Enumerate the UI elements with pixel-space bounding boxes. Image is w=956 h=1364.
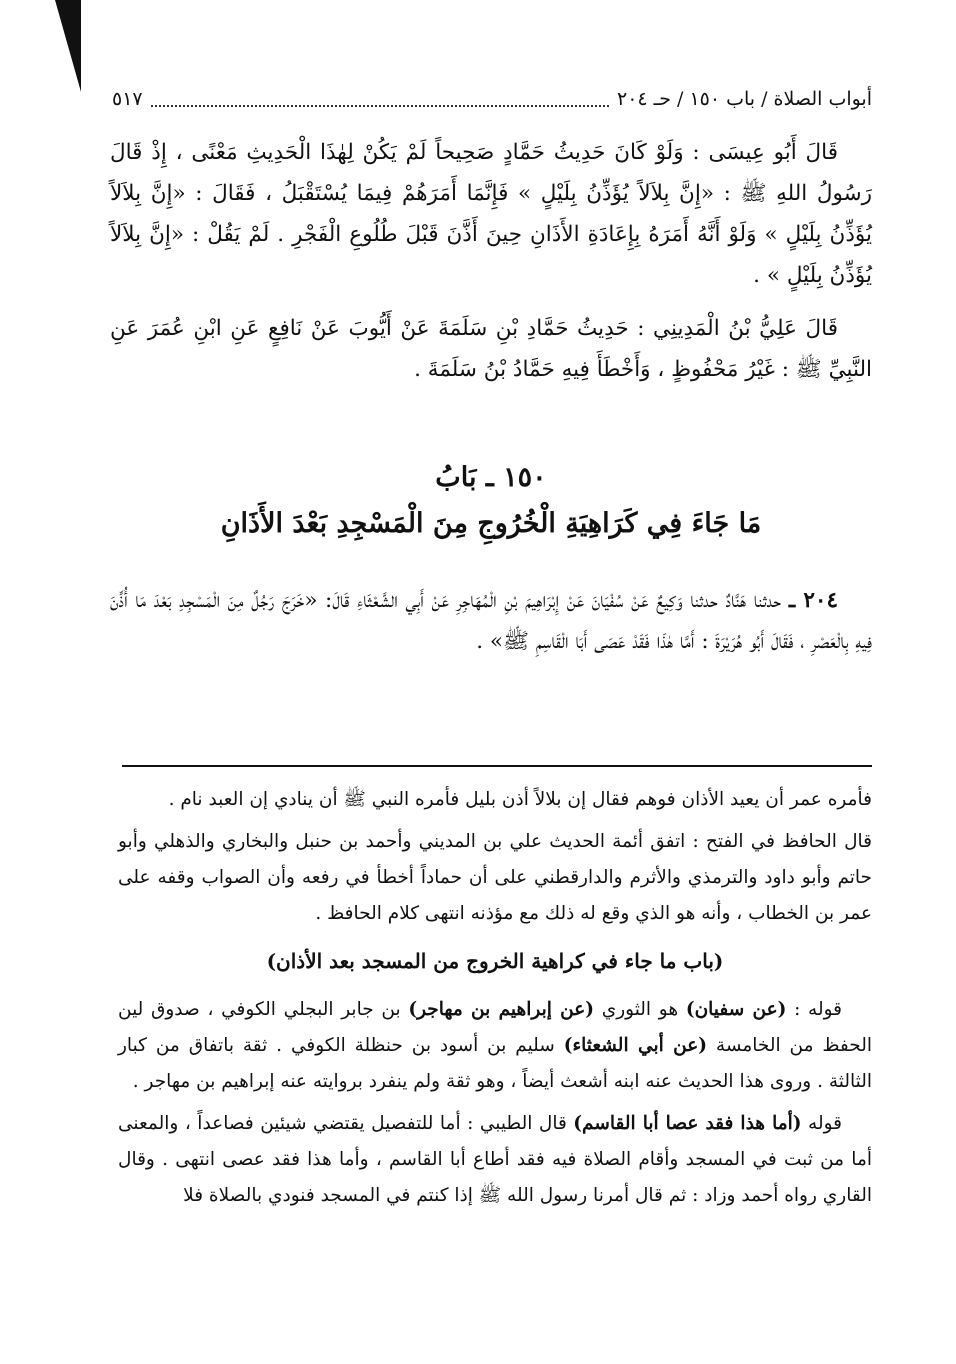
chapter-number: ١٥٠ ـ بَابُ xyxy=(435,462,547,493)
header-title: أبواب الصلاة / باب ١٥٠ / حـ ٢٠٤ xyxy=(616,88,872,110)
main-text xyxy=(110,132,872,390)
hadith-text: حدثنا هَنَّادٌ حدثنا وَكِيعٌ عَنْ سُفْيَانَ عَنْ إِبْرَاهِيمَ بْنِ الْمُهَاجِرِ عَنْ أَبِي الشَّعْثَاءِ قَالَ: «خَرَجَ رَجُلٌ مِنَ الْمَسْجِدِ بَعْدَ مَا أُذِّنَ فِيهِ بِالْعَصْرِ ، فَقَالَ أَبُو هُرَيْرَةَ : أَمَّا هٰذَا فَقَدْ عَصَى أَبَا الْقَاسِمِ ﷺ» . xyxy=(110,588,872,654)
note-3-intro: قوله : xyxy=(786,999,843,1020)
note-3-quote-3: (عن أبي الشعثاء) xyxy=(563,1035,708,1056)
note-1: فأمره عمر أن يعيد الأذان فوهم فقال إن بلالاً أذن بليل فأمره النبي ﷺ أن ينادي إن العبد نام . xyxy=(168,789,872,810)
note-3-text-1: هو الثوري xyxy=(594,999,686,1020)
note-2: قال الحافظ في الفتح : اتفق أئمة الحديث علي بن المديني وأحمد بن حنبل والبخاري والذهلي وأبو حاتم وأبو داود والترمذي والأثرم والدارقطني على أن حماداً أخطأ في رفعه وأن الصواب وقفه على عمر بن الخطاب ، وأنه هو الذي وقع له ذلك مع مؤذنه انتهى كلام الحافظ . xyxy=(118,831,872,924)
hadith-paragraph xyxy=(110,580,872,662)
note-3-text-3: سليم بن أسود بن حنظلة الكوفي . ثقة باتفاق من كبار الثالثة . وروى هذا الحديث عنه ابنه أشعث أيضاً ، وهو ثقة ولم ينفرد بروايته عنه إبراهيم بن مهاجر . xyxy=(118,1035,872,1092)
footnote-divider xyxy=(122,765,872,767)
hadith-number: ٢٠٤ ـ xyxy=(788,588,838,613)
header-leader-dots xyxy=(151,91,609,107)
hadith-block xyxy=(110,580,872,662)
note-4-intro: قوله xyxy=(801,1113,842,1134)
running-header xyxy=(112,82,872,116)
note-heading: (باب ما جاء في كراهية الخروج من المسجد بعد الأذان) xyxy=(266,949,724,973)
commentary-notes xyxy=(118,782,872,1214)
note-4-quote: (أما هذا فقد عصا أبا القاسم) xyxy=(573,1113,802,1134)
chapter-heading xyxy=(110,458,872,546)
note-3-quote-1: (عن سفيان) xyxy=(685,999,787,1020)
note-4 xyxy=(118,1106,872,1214)
note-3 xyxy=(118,992,872,1100)
note-3-text-2: بن جابر البجلي الكوفي ، صدوق لين الحفظ من الخامسة xyxy=(118,999,873,1056)
main-paragraph-1: قَالَ أَبُو عِيسَى : وَلَوْ كَانَ حَدِيثُ حَمَّادٍ صَحِيحاً لَمْ يَكُنْ لِهٰذَا الْحَدِيثِ مَعْنًى ، إِذْ قَالَ رَسُولُ اللهِ ﷺ : «إِنَّ بِلاَلاً يُؤَذِّنُ بِلَيْلٍ » فَإِنَّمَا أَمَرَهُمْ فِيمَا يُسْتَقْبَلُ ، فَقَالَ : «إِنَّ بِلاَلاً يُؤَذِّنُ بِلَيْلٍ » وَلَوْ أَنَّهُ أَمَرَهُ بِإِعَادَةِ الأَذَانِ حِينَ أَذَّنَ قَبْلَ طُلُوعِ الْفَجْرِ . لَمْ يَقُلْ : «إِنَّ بِلاَلاً يُؤَذِّنُ بِلَيْلٍ » . xyxy=(110,140,872,288)
note-3-quote-2: (عن إبراهيم بن مهاجر) xyxy=(408,999,595,1020)
note-4-text: قال الطيبي : أما للتفصيل يقتضي شيئين فصاعداً ، والمعنى أما من ثبت في المسجد وأقام الصلاة فيه فقد أطاع أبا القاسم ، وأما هذا فقد عصى انتهى . وقال القاري رواه أحمد وزاد : ثم قال أمرنا رسول الله ﷺ إذا كنتم في المسجد فنودي بالصلاة فلا xyxy=(118,1113,872,1206)
page-number: ٥١٧ xyxy=(112,88,143,110)
page-edge-mark xyxy=(55,0,81,92)
chapter-title: مَا جَاءَ فِي كَرَاهِيَةِ الْخُرُوجِ مِنَ الْمَسْجِدِ بَعْدَ الأَذَانِ xyxy=(220,508,762,539)
main-paragraph-2: قَالَ عَلِيُّ بْنُ الْمَدِينِي : حَدِيثُ حَمَّادِ بْنِ سَلَمَةَ عَنْ أَيُّوبَ عَنْ نَافِعٍ عَنِ ابْنِ عُمَرَ عَنِ النَّبِيِّ ﷺ : غَيْرُ مَحْفُوظٍ ، وَأَخْطَأَ فِيهِ حَمَّادُ بْنُ سَلَمَةَ . xyxy=(110,316,872,382)
